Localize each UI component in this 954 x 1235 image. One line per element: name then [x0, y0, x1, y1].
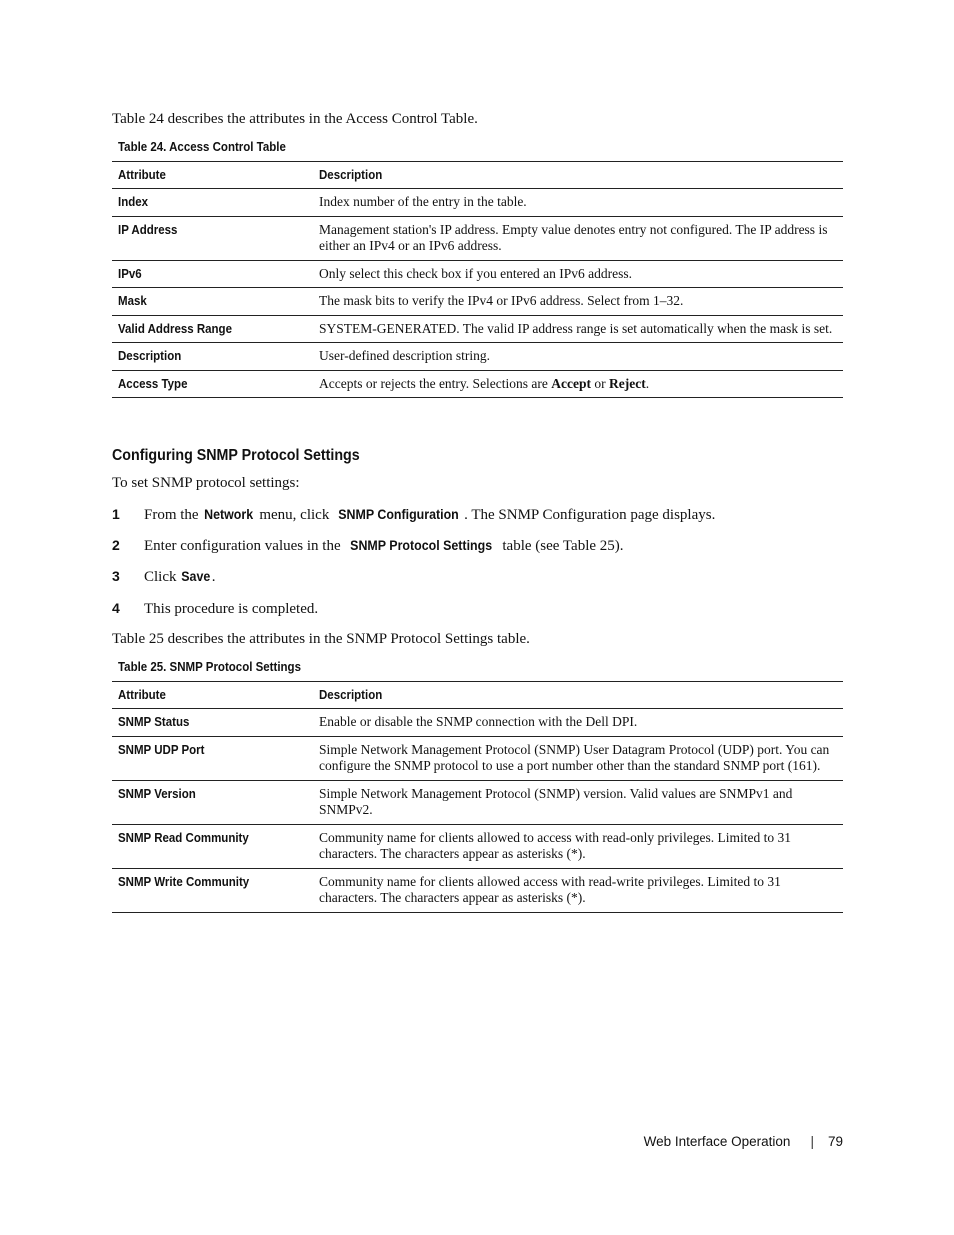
- desc-cell: Enable or disable the SNMP connection with the Dell DPI.: [313, 709, 843, 737]
- table-row: [112, 343, 843, 371]
- step-number: 3: [112, 568, 120, 584]
- attr-cell: SNMP Version: [112, 780, 313, 824]
- attr-cell: Mask: [112, 288, 313, 316]
- save-ref: Save: [181, 569, 211, 584]
- step-number: 2: [112, 537, 120, 553]
- page-number: 79: [827, 1134, 843, 1149]
- table-row: [112, 736, 843, 780]
- table-row: [112, 189, 843, 217]
- desc-cell: Community name for clients allowed to access with read-only privileges. Limited to 31 characters. The characters appear as asterisks (*).: [313, 824, 843, 868]
- attr-cell: Valid Address Range: [112, 315, 313, 343]
- table-row: [112, 288, 843, 316]
- footer-separator: |: [810, 1134, 814, 1149]
- desc-cell: Accepts or rejects the entry. Selections are Accept or Reject.: [313, 370, 843, 398]
- header-attribute: Attribute: [112, 162, 313, 189]
- table-row: [112, 216, 843, 260]
- access-control-table: [112, 161, 843, 398]
- table-25-caption: Table 25. SNMP Protocol Settings: [118, 660, 301, 674]
- desc-cell: Index number of the entry in the table.: [313, 189, 843, 217]
- desc-cell: Simple Network Management Protocol (SNMP) User Datagram Protocol (UDP) port. You can configure the SNMP protocol to use a port number other than the standard SNMP port (161).: [313, 736, 843, 780]
- attr-cell: Index: [112, 189, 313, 217]
- accept-term: Accept: [551, 375, 592, 391]
- header-description: Description: [313, 162, 843, 189]
- desc-cell: SYSTEM-GENERATED. The valid IP address range is set automatically when the mask is set.: [313, 315, 843, 343]
- step-number: 4: [112, 600, 120, 616]
- network-menu-ref: Network: [204, 507, 254, 522]
- step-3: 3 Click Save.: [112, 568, 216, 585]
- desc-cell: The mask bits to verify the IPv4 or IPv6 address. Select from 1–32.: [313, 288, 843, 316]
- desc-cell: User-defined description string.: [313, 343, 843, 371]
- snmp-protocol-settings-table: [112, 681, 843, 913]
- snmp-protocol-settings-ref: SNMP Protocol Settings: [350, 538, 493, 553]
- reject-term: Reject: [609, 375, 646, 391]
- header-description: Description: [313, 682, 843, 709]
- attr-cell: SNMP Write Community: [112, 868, 313, 912]
- snmp-configuration-ref: SNMP Configuration: [338, 507, 459, 522]
- step-number: 1: [112, 506, 120, 522]
- intro-table-24: Table 24 describes the attributes in the Access Control Table.: [112, 111, 478, 127]
- step-4: 4 This procedure is completed.: [112, 600, 319, 617]
- header-attribute: Attribute: [112, 682, 313, 709]
- section-heading: Configuring SNMP Protocol Settings: [112, 447, 360, 464]
- attr-cell: SNMP Read Community: [112, 824, 313, 868]
- page-footer: [644, 1134, 843, 1149]
- desc-cell: Community name for clients allowed access with read-write privileges. Limited to 31 characters. The characters appear as asterisks (*).: [313, 868, 843, 912]
- attr-cell: Access Type: [112, 370, 313, 398]
- section-lead: To set SNMP protocol settings:: [112, 475, 300, 491]
- table-row: [112, 780, 843, 824]
- footer-section-title: Web Interface Operation: [643, 1134, 791, 1149]
- desc-cell: Management station's IP address. Empty value denotes entry not configured. The IP address is either an IPv4 or an IPv6 address.: [313, 216, 843, 260]
- table-row: [112, 868, 843, 912]
- table-header-row: [112, 682, 843, 709]
- intro-table-25: Table 25 describes the attributes in the SNMP Protocol Settings table.: [112, 631, 530, 647]
- table-row: [112, 370, 843, 398]
- step-2: 2 Enter configuration values in the SNMP Protocol Settings table (see Table 25).: [112, 537, 624, 554]
- table-row: [112, 315, 843, 343]
- desc-cell: Simple Network Management Protocol (SNMP) version. Valid values are SNMPv1 and SNMPv2.: [313, 780, 843, 824]
- table-header-row: [112, 162, 843, 189]
- step-1: 1 From the Network menu, click SNMP Configuration . The SNMP Configuration page displays.: [112, 506, 716, 523]
- attr-cell: SNMP Status: [112, 709, 313, 737]
- attr-cell: SNMP UDP Port: [112, 736, 313, 780]
- attr-cell: IP Address: [112, 216, 313, 260]
- desc-cell: Only select this check box if you entered an IPv6 address.: [313, 260, 843, 288]
- table-row: [112, 260, 843, 288]
- attr-cell: IPv6: [112, 260, 313, 288]
- table-24-caption: Table 24. Access Control Table: [118, 140, 286, 154]
- table-row: [112, 824, 843, 868]
- table-row: [112, 709, 843, 737]
- attr-cell: Description: [112, 343, 313, 371]
